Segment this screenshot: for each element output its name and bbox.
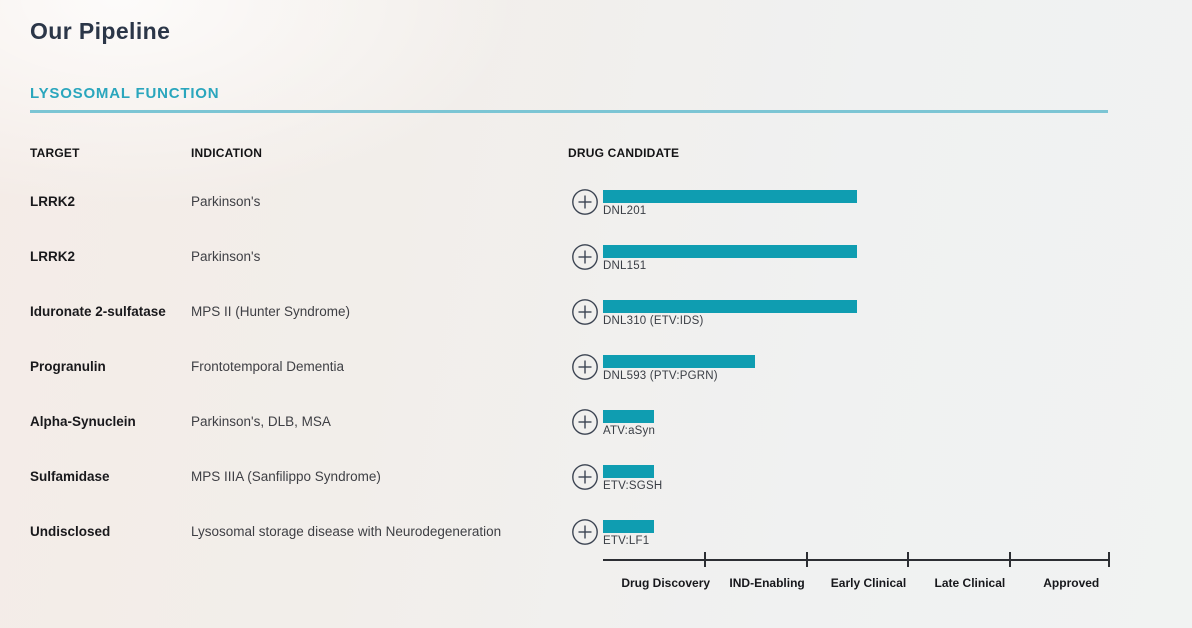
plus-circle-icon	[572, 354, 598, 380]
table-header-row	[30, 146, 1108, 160]
pipeline-row	[30, 174, 1108, 229]
axis-line	[603, 559, 1110, 561]
pipeline-row	[30, 284, 1108, 339]
candidate-column-header: DRUG CANDIDATE	[568, 146, 680, 160]
bar-group	[603, 355, 1110, 382]
pipeline-row	[30, 339, 1108, 394]
candidate-label: ETV:SGSH	[603, 480, 663, 492]
candidate-label: ATV:aSyn	[603, 425, 656, 437]
target-cell: Alpha-Synuclein	[30, 414, 136, 429]
expand-row-button[interactable]	[572, 354, 598, 380]
target-cell: Sulfamidase	[30, 469, 110, 484]
candidate-cell	[568, 504, 1108, 559]
plus-circle-icon	[572, 299, 598, 325]
axis-tick	[1108, 552, 1110, 567]
bar-group	[603, 465, 1110, 492]
phase-labels	[603, 552, 1110, 590]
candidate-cell	[568, 394, 1108, 449]
indication-cell: Parkinson's	[191, 249, 261, 264]
plus-circle-icon	[572, 244, 598, 270]
candidate-cell	[568, 339, 1108, 394]
stage-bar	[603, 190, 857, 203]
stage-bar	[603, 300, 857, 313]
indication-cell: Lysosomal storage disease with Neurodegeneration	[191, 524, 502, 539]
plus-circle-icon	[572, 189, 598, 215]
indication-cell: Parkinson's	[191, 194, 261, 209]
candidate-cell	[568, 284, 1108, 339]
candidate-label: ETV:LF1	[603, 535, 650, 547]
indication-column-header: INDICATION	[191, 146, 263, 160]
candidate-cell	[568, 229, 1108, 284]
pipeline-row	[30, 504, 1108, 559]
pipeline-row	[30, 449, 1108, 504]
indication-cell: MPS II (Hunter Syndrome)	[191, 304, 351, 319]
candidate-label: DNL593 (PTV:PGRN)	[603, 370, 718, 382]
indication-cell: Frontotemporal Dementia	[191, 359, 345, 374]
section-heading: LYSOSOMAL FUNCTION	[30, 85, 220, 102]
candidate-label: DNL201	[603, 205, 647, 217]
pipeline-rows	[30, 174, 1108, 559]
stage-bar	[603, 410, 654, 423]
candidate-label: DNL151	[603, 260, 647, 272]
phase-label-drug-discovery: Drug Discovery	[621, 576, 711, 590]
axis-tick	[806, 552, 808, 567]
phase-label-late-clinical: Late Clinical	[934, 576, 1006, 590]
expand-row-button[interactable]	[572, 519, 598, 545]
target-cell: LRRK2	[30, 194, 76, 209]
target-cell: Iduronate 2-sulfatase	[30, 304, 166, 319]
axis-tick	[704, 552, 706, 567]
plus-circle-icon	[572, 519, 598, 545]
bar-group	[603, 300, 1110, 327]
phase-label-early-clinical: Early Clinical	[830, 576, 907, 590]
bar-group	[603, 410, 1110, 437]
expand-row-button[interactable]	[572, 409, 598, 435]
candidate-cell	[568, 174, 1108, 229]
candidate-label: DNL310 (ETV:IDS)	[603, 315, 704, 327]
indication-cell: MPS IIIA (Sanfilippo Syndrome)	[191, 469, 381, 484]
pipeline-row	[30, 229, 1108, 284]
target-cell: Progranulin	[30, 359, 106, 374]
stage-bar	[603, 355, 755, 368]
bar-group	[603, 190, 1110, 217]
phase-label-ind-enabling: IND-Enabling	[729, 576, 805, 590]
bar-group	[603, 520, 1110, 547]
candidate-cell	[568, 449, 1108, 504]
expand-row-button[interactable]	[572, 464, 598, 490]
target-cell: Undisclosed	[30, 524, 111, 539]
indication-cell: Parkinson's, DLB, MSA	[191, 414, 331, 429]
stage-bar	[603, 520, 654, 533]
axis-tick	[907, 552, 909, 567]
page-title: Our Pipeline	[30, 18, 171, 44]
expand-row-button[interactable]	[572, 299, 598, 325]
stage-bar	[603, 465, 654, 478]
axis-tick	[1009, 552, 1011, 567]
target-cell: LRRK2	[30, 249, 76, 264]
expand-row-button[interactable]	[572, 189, 598, 215]
stage-bar	[603, 245, 857, 258]
phase-axis	[603, 552, 1110, 590]
phase-label-approved: Approved	[1043, 576, 1100, 590]
expand-row-button[interactable]	[572, 244, 598, 270]
bar-group	[603, 245, 1110, 272]
pipeline-row	[30, 394, 1108, 449]
target-column-header: TARGET	[30, 146, 80, 160]
plus-circle-icon	[572, 409, 598, 435]
plus-circle-icon	[572, 464, 598, 490]
section-rule	[30, 110, 1108, 113]
